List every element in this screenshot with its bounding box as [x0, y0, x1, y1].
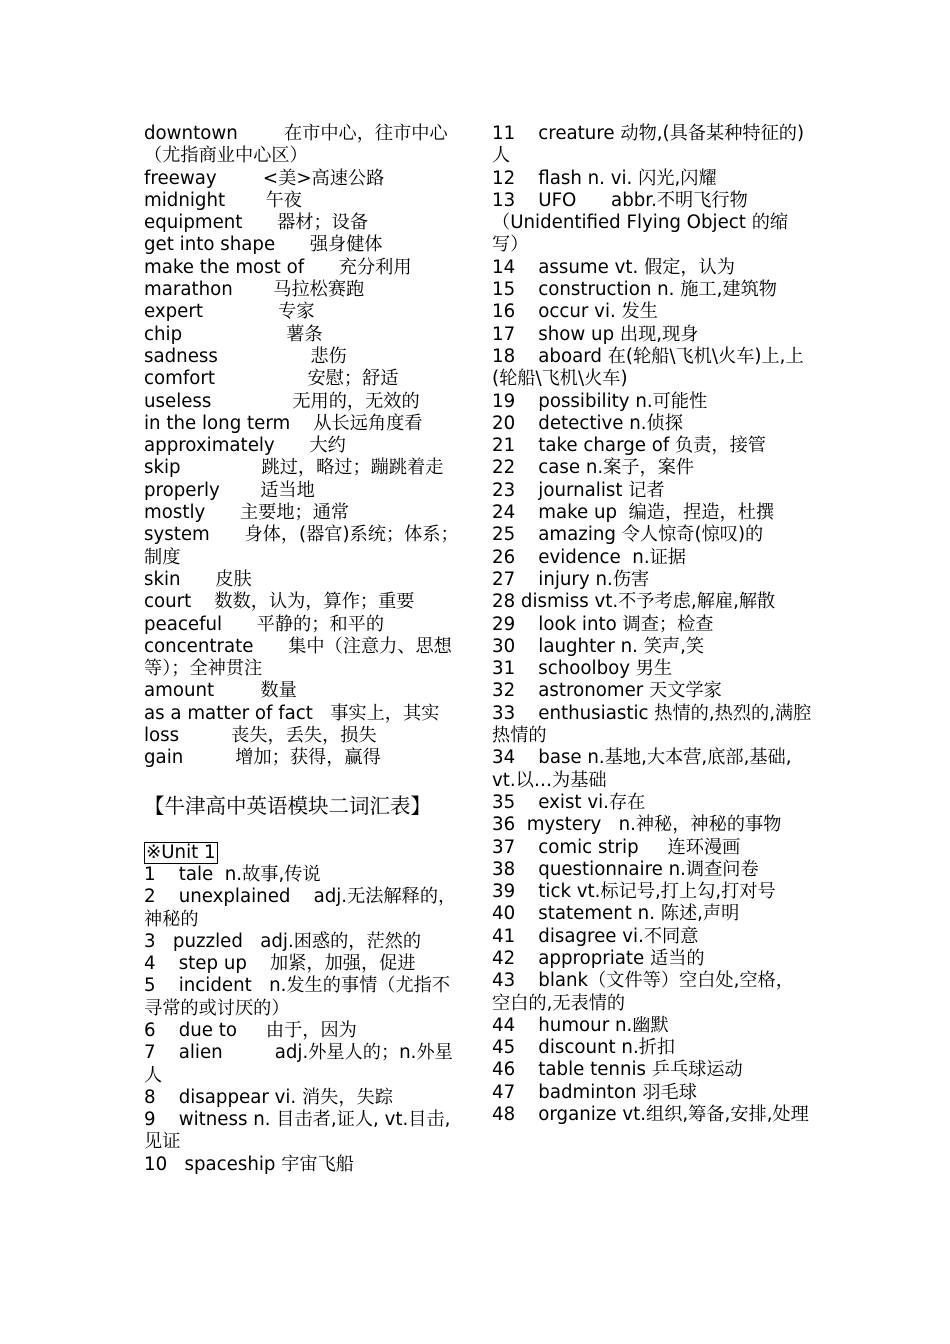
- vocab-entry: [144, 524, 462, 569]
- vocab-entry-text: skin 皮肤: [144, 568, 252, 590]
- vocab-entry-text: 32 astronomer 天文学家: [492, 680, 722, 702]
- vocab-entry: [144, 864, 462, 886]
- vocab-entry-text: 43 blank（文件等）空白处,空格，空白的,无表情的: [492, 970, 794, 1014]
- vocab-entry-text: 24 make up 编造，捏造，杜撰: [492, 502, 775, 524]
- vocab-entry-text: 48 organize vt.组织,筹备,安排,处理: [492, 1104, 809, 1126]
- vocab-entry: [492, 658, 812, 680]
- vocab-entry: [144, 234, 462, 256]
- vocab-entry: [492, 881, 812, 903]
- vocab-entry: [144, 168, 462, 190]
- vocab-entry-text: 12 flash n. vi. 闪光,闪耀: [492, 167, 717, 189]
- vocab-entry: [144, 1020, 462, 1042]
- vocab-entry: [144, 502, 462, 524]
- vocab-entry-text: peaceful 平静的；和平的: [144, 613, 385, 635]
- vocab-entry-text: 30 laughter n. 笑声,笑: [492, 635, 705, 657]
- vocab-entry-text: 16 occur vi. 发生: [492, 301, 658, 323]
- vocab-entry: [144, 1087, 462, 1109]
- vocab-entry-text: 26 evidence n.证据: [492, 546, 686, 568]
- vocab-entry-text: 39 tick vt.标记号,打上勾,打对号: [492, 881, 776, 903]
- vocab-entry-text: 17 show up 出现,现身: [492, 323, 699, 345]
- vocab-entry: [492, 747, 812, 792]
- vocab-entry-text: marathon 马拉松赛跑: [144, 279, 365, 301]
- vocab-entry: [492, 123, 812, 168]
- left-column: [144, 123, 462, 1176]
- vocab-entry: [492, 279, 812, 301]
- vocab-entry-text: 3 puzzled adj.困惑的，茫然的: [144, 930, 422, 952]
- vocab-entry-text: 31 schoolboy 男生: [492, 658, 673, 680]
- vocab-entry: [492, 435, 812, 457]
- vocab-entry-text: comfort 安慰；舒适: [144, 368, 399, 390]
- right-column: [492, 123, 812, 1126]
- vocab-entry: [492, 1015, 812, 1037]
- vocab-list-left: [144, 123, 462, 770]
- vocab-entry: [492, 970, 812, 1015]
- vocab-entry-text: 14 assume vt. 假定，认为: [492, 256, 735, 278]
- vocab-entry: [492, 502, 812, 524]
- vocab-entry-text: 44 humour n.幽默: [492, 1014, 669, 1036]
- vocab-entry: [144, 953, 462, 975]
- vocab-entry: [492, 636, 812, 658]
- vocab-entry-text: 15 construction n. 施工,建筑物: [492, 279, 777, 301]
- vocab-entry: [492, 591, 812, 613]
- vocab-entry-text: 4 step up 加紧，加强，促进: [144, 953, 416, 975]
- vocab-entry: [144, 1154, 462, 1176]
- vocab-entry: [492, 524, 812, 546]
- vocab-entry-text: 37 comic strip 连环漫画: [492, 836, 741, 858]
- vocab-entry-text: gain 增加；获得，赢得: [144, 747, 381, 769]
- vocab-entry-text: as a matter of fact 事实上，其实: [144, 702, 440, 724]
- vocab-entry-text: useless 无用的，无效的: [144, 390, 420, 412]
- vocab-entry: [492, 926, 812, 948]
- vocab-entry: [144, 703, 462, 725]
- vocab-entry: [144, 725, 462, 747]
- vocab-entry: [144, 591, 462, 613]
- vocab-entry: [144, 1042, 462, 1087]
- vocab-entry-text: approximately 大约: [144, 435, 346, 457]
- vocab-entry: [492, 168, 812, 190]
- vocab-entry: [492, 257, 812, 279]
- vocab-list-right: [492, 123, 812, 1126]
- vocab-entry: [492, 703, 812, 748]
- vocab-entry-text: 1 tale n.故事,传说: [144, 863, 321, 885]
- vocab-entry-text: sadness 悲伤: [144, 345, 347, 367]
- vocab-entry: [492, 614, 812, 636]
- vocab-entry-text: equipment 器材；设备: [144, 212, 369, 234]
- vocab-entry: [144, 324, 462, 346]
- vocab-entry: [144, 279, 462, 301]
- vocab-entry: [144, 480, 462, 502]
- vocab-entry-text: 19 possibility n.可能性: [492, 390, 708, 412]
- vocab-entry: [492, 569, 812, 591]
- vocab-entry: [144, 569, 462, 591]
- vocab-entry: [144, 931, 462, 953]
- vocab-entry: [492, 301, 812, 323]
- vocab-entry-text: 42 appropriate 适当的: [492, 947, 705, 969]
- vocab-entry: [492, 792, 812, 814]
- vocab-entry-text: court 数数，认为，算作；重要: [144, 591, 415, 613]
- vocab-entry: [492, 948, 812, 970]
- vocab-entry-text: loss 丧失，丢失，损失: [144, 725, 377, 747]
- vocab-entry-text: in the long term 从长远角度看: [144, 412, 423, 434]
- vocab-entry: [492, 413, 812, 435]
- vocab-entry-text: downtown 在市中心，往市中心（尤指商业中心区）: [144, 123, 448, 167]
- vocab-entry-text: expert 专家: [144, 301, 315, 323]
- vocab-entry: [144, 391, 462, 413]
- vocab-entry-text: 8 disappear vi. 消失，失踪: [144, 1086, 393, 1108]
- vocab-entry-text: 35 exist vi.存在: [492, 791, 646, 813]
- vocab-entry: [492, 680, 812, 702]
- vocab-entry-text: 13 UFO abbr.不明飞行物（Unidentified Flying Object 的缩写）: [492, 189, 789, 256]
- vocab-entry: [144, 747, 462, 769]
- vocab-entry-text: make the most of 充分利用: [144, 256, 412, 278]
- vocab-entry-text: 34 base n.基地,大本营,底部,基础, vt.以…为基础: [492, 747, 798, 791]
- module-heading: 【牛津高中英语模块二词汇表】: [144, 793, 431, 818]
- vocab-entry: [144, 301, 462, 323]
- vocab-entry-text: 27 injury n.伤害: [492, 568, 650, 590]
- vocab-entry-text: midnight 午夜: [144, 189, 302, 211]
- vocab-entry: [492, 324, 812, 346]
- vocab-entry-text: 28 dismiss vt.不予考虑,解雇,解散: [492, 591, 776, 613]
- vocab-entry-text: 22 case n.案子，案件: [492, 457, 695, 479]
- vocab-entry: [492, 814, 812, 836]
- vocab-entry-text: 9 witness n. 目击者,证人, vt.目击,见证: [144, 1109, 451, 1153]
- vocab-entry-text: 11 creature 动物,(具备某种特征的)人: [492, 123, 805, 167]
- vocab-entry: [144, 190, 462, 212]
- vocab-entry: [144, 123, 462, 168]
- vocab-entry: [144, 212, 462, 234]
- vocab-entry: [144, 886, 462, 931]
- unit-label-row: [144, 842, 462, 864]
- vocab-entry-text: 2 unexplained adj.无法解释的，神秘的: [144, 886, 457, 930]
- vocab-entry: [492, 547, 812, 569]
- vocab-entry-text: amount 数量: [144, 680, 297, 702]
- vocab-entry-text: 6 due to 由于，因为: [144, 1019, 357, 1041]
- vocab-entry: [492, 190, 812, 257]
- unit-label: ※Unit 1: [146, 841, 216, 863]
- vocab-entry-text: 41 disagree vi.不同意: [492, 925, 699, 947]
- vocab-entry-text: 33 enthusiastic 热情的,热烈的,满腔热情的: [492, 702, 812, 747]
- vocab-entry: [492, 903, 812, 925]
- vocab-entry: [492, 480, 812, 502]
- vocab-entry: [144, 975, 462, 1020]
- vocab-entry-text: 36 mystery n.神秘，神秘的事物: [492, 814, 782, 836]
- vocab-entry: [492, 346, 812, 391]
- vocab-entry-text: 23 journalist 记者: [492, 479, 665, 501]
- vocab-entry-text: get into shape 强身健体: [144, 234, 383, 256]
- vocab-entry-text: 38 questionnaire n.调查问卷: [492, 858, 759, 880]
- vocab-entry-text: system 身体，(器官)系统；体系；制度: [144, 524, 459, 568]
- vocab-entry: [492, 859, 812, 881]
- vocab-entry: [492, 1059, 812, 1081]
- vocab-entry-text: 10 spaceship 宇宙飞船: [144, 1153, 354, 1175]
- vocab-entry-text: 46 table tennis 乒乓球运动: [492, 1059, 743, 1081]
- vocab-entry-text: 29 look into 调查；检查: [492, 613, 714, 635]
- vocab-entry: [492, 457, 812, 479]
- vocab-entry: [144, 636, 462, 681]
- vocab-entry-text: 5 incident n.发生的事情（尤指不寻常的或讨厌的）: [144, 975, 451, 1019]
- vocab-entry: [492, 837, 812, 859]
- vocab-entry-text: freeway <美>高速公路: [144, 167, 385, 189]
- vocab-entry-text: properly 适当地: [144, 479, 315, 501]
- vocab-entry-text: 25 amazing 令人惊奇(惊叹)的: [492, 524, 764, 546]
- vocab-entry: [144, 257, 462, 279]
- vocab-entry-text: 18 aboard 在(轮船\飞机\火车)上,上(轮船\飞机\火车): [492, 345, 804, 390]
- vocab-entry: [492, 391, 812, 413]
- vocab-list-unit1: [144, 864, 462, 1176]
- vocab-entry-text: 47 badminton 羽毛球: [492, 1081, 697, 1103]
- vocab-entry: [144, 368, 462, 390]
- vocab-entry: [144, 457, 462, 479]
- vocab-entry-text: 7 alien adj.外星人的；n.外星人: [144, 1042, 453, 1086]
- vocab-entry-text: mostly 主要地；通常: [144, 502, 350, 524]
- vocab-entry-text: 40 statement n. 陈述,声明: [492, 903, 740, 925]
- vocab-entry: [492, 1037, 812, 1059]
- vocab-entry: [492, 1082, 812, 1104]
- vocab-entry-text: concentrate 集中（注意力、思想等）；全神贯注: [144, 635, 452, 680]
- vocab-entry: [144, 435, 462, 457]
- vocab-entry: [144, 413, 462, 435]
- vocab-entry-text: 20 detective n.侦探: [492, 412, 683, 434]
- vocab-entry: [144, 614, 462, 636]
- vocab-entry-text: skip 跳过，略过；蹦跳着走: [144, 457, 444, 479]
- vocab-entry: [144, 680, 462, 702]
- vocab-entry: [144, 346, 462, 368]
- vocab-entry: [144, 1109, 462, 1154]
- vocab-entry-text: 21 take charge of 负责，接管: [492, 435, 766, 457]
- vocab-entry: [492, 1104, 812, 1126]
- vocab-entry-text: chip 薯条: [144, 323, 323, 345]
- vocab-entry-text: 45 discount n.折扣: [492, 1037, 676, 1059]
